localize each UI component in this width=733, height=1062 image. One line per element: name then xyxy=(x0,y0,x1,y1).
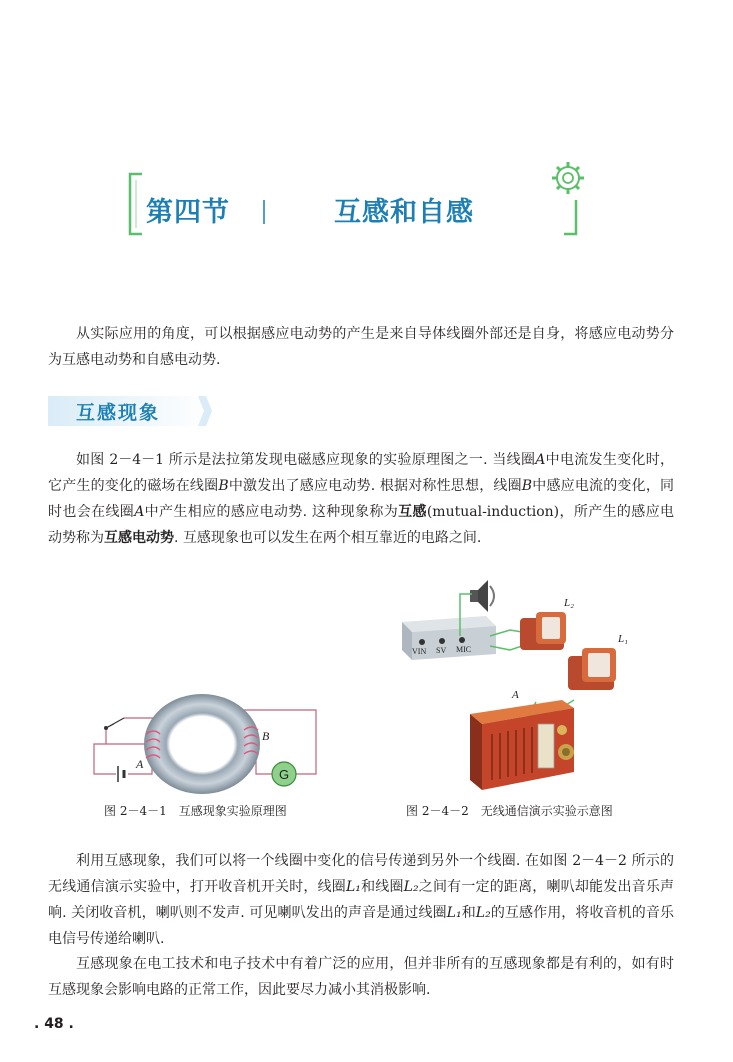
figure-2-diagram xyxy=(398,576,638,791)
svg-text:SV: SV xyxy=(436,646,447,655)
gear-icon xyxy=(552,162,584,194)
coil-l1 xyxy=(568,648,616,690)
paragraph-applications xyxy=(48,951,674,1003)
figure-1-caption: 图 2－4－1 互感现象实验原理图 xyxy=(104,804,287,818)
intro-text: 从实际应用的角度，可以根据感应电动势的产生是来自导体线圈外部还是自身，将感应电动势分为互感电动势和自感电动势. xyxy=(48,326,674,368)
svg-text:L₁: L₁ xyxy=(618,633,628,645)
svg-text:G: G xyxy=(278,767,290,782)
paragraph-mutual-induction xyxy=(48,447,674,551)
coil-l2 xyxy=(520,612,566,650)
subheading-text: 互感现象 xyxy=(76,402,161,424)
speaker-icon xyxy=(470,580,494,612)
paragraph-wireless xyxy=(48,848,674,952)
figure-2-caption: 图 2－4－2 无线通信演示实验示意图 xyxy=(406,804,613,818)
paragraph-3: 互感现象在电工技术和电子技术中有着广泛的应用，但并非所有的互感现象都是有利的，如有时互感现象会影响电路的正常工作，因此要尽力减小其消极影响. xyxy=(48,956,674,998)
figure-2-4-1 xyxy=(86,686,326,796)
section-header xyxy=(124,160,594,244)
figure-1-diagram xyxy=(86,686,326,796)
page-number: . 48 . xyxy=(34,1016,74,1032)
svg-text:MIC: MIC xyxy=(456,645,472,654)
paragraph-2: 利用互感现象，我们可以将一个线圈中变化的信号传递到另外一个线圈. 在如图 2－4－2 所示的无线通信演示实验中，打开收音机开关时，线圈L₁和线圈L₂之间有一定的距离，喇叭却能发出音乐声响. 关闭收音机，喇叭则不发声. 可见喇叭发出的声音是通过线圈L₁和L₂的互感作用，将收音机的音乐电信号传递给喇叭. xyxy=(48,853,675,947)
term-mutual-emf: 互感电动势 xyxy=(104,530,174,546)
svg-text:A: A xyxy=(136,757,144,771)
svg-text:VIN: VIN xyxy=(412,647,427,656)
paragraph-1: 如图 2－4－1 所示是法拉第发现电磁感应现象的实验原理图之一. 当线圈A中电流发生变化时，它产生的变化的磁场在线圈B中激发出了感应电动势. 根据对称性思想，线圈B中感应电流的变化，同时也会在线圈A中产生相应的感应电动势. 这种现象称为互感(mutual-induction)，所产生的感应电动势称为互感电动势. 互感现象也可以发生在两个相互靠近的电路之间. xyxy=(48,452,675,546)
radio-icon xyxy=(470,700,574,790)
svg-text:A: A xyxy=(512,689,519,701)
intro-paragraph xyxy=(48,321,674,373)
svg-text:B: B xyxy=(262,729,270,743)
figure-2-4-2 xyxy=(398,576,638,791)
subheading xyxy=(48,396,212,426)
svg-text:L₂: L₂ xyxy=(564,597,574,609)
section-title: 互感和自感 xyxy=(334,197,474,228)
term-mutual-induction: 互感 xyxy=(398,504,427,520)
section-number: 第四节 xyxy=(146,197,230,228)
